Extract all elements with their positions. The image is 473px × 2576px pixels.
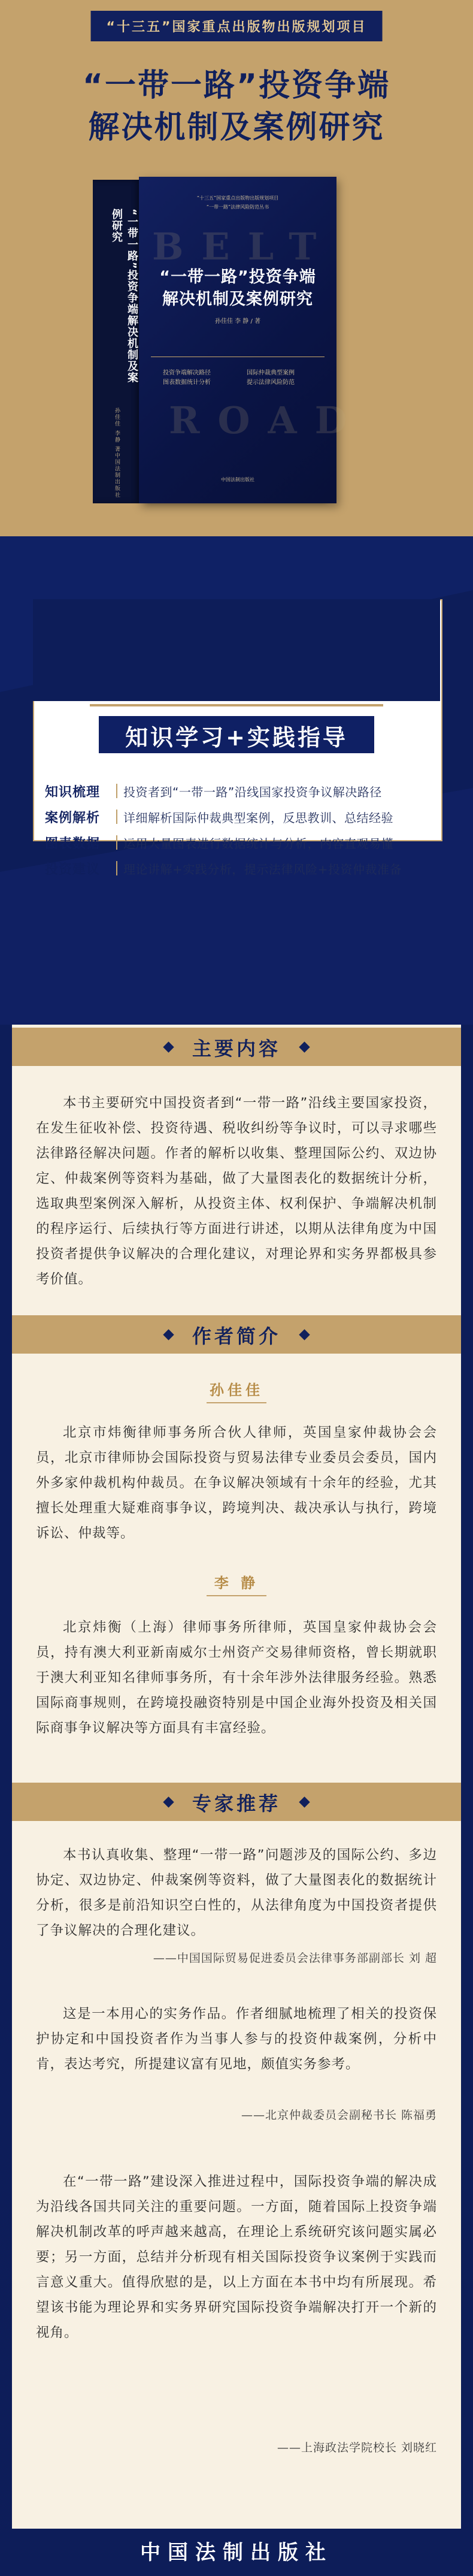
author-name-underline	[207, 1402, 266, 1403]
cover-tag1-line2: 图表数据统计分析	[163, 379, 211, 386]
cover-watermark-road: ROAD	[169, 398, 365, 442]
knowledge-row	[45, 805, 428, 829]
author-bio: 北京市炜衡律师事务所合伙人律师，英国皇家仲裁协会会员，北京市律师协会国际投资与贸易法律专业委员会委员，国内外多家仲裁机构仲裁员。在争议解决领域有十余年的经验，尤其擅长处理重大疑难商事争议，跨境判决、裁决承认与执行，跨境诉讼、仲裁等。	[36, 1425, 437, 1541]
author-name: 李 静	[214, 1575, 259, 1591]
knowledge-heading-line	[90, 704, 383, 706]
knowledge-row-sep	[116, 835, 117, 850]
knowledge-row-text: 运用大量图表进行数据统计与分析，内容直观易懂	[123, 836, 393, 851]
book-spine	[93, 180, 141, 503]
knowledge-row-text: 投资者到“一带一路”沿线国家投资争议解决路径	[123, 784, 382, 799]
cover-series-text: “一带一路”法律风险防范丛书	[206, 204, 269, 210]
author-name: 孙佳佳	[210, 1382, 263, 1399]
recommendation-text: 在“一带一路”建设深入推进过程中，国际投资争端的解决成为沿线各国共同关注的重要问题。一方面，随着国际上投资争端解决机制改革的呼声越来越高，在理论上系统研究该问题实属必要；另一方面，总结并分析现有相关国际投资争议案例于实践而言意义重大。值得欣慰的是，以上方面在本书中均有所展现。希望该书能为理论界和实务界研究国际投资争端解决打开一个新的视角。	[36, 2174, 437, 2341]
spine-publisher: 中国法制出版社	[114, 452, 120, 499]
knowledge-row-sep	[116, 861, 117, 875]
project-tag: “十三五”国家重点出版物出版规划项目	[91, 11, 383, 41]
knowledge-box-top-fill	[33, 599, 440, 701]
recommendation-signature: ——北京仲裁委员会副秘书长 陈福勇	[241, 2109, 437, 2122]
knowledge-row-label: 投资建议	[45, 862, 101, 877]
knowledge-box-top-decor	[33, 599, 440, 701]
section-title-recommend: 专家推荐	[192, 1792, 281, 1815]
section-title-authors: 作者简介	[192, 1325, 281, 1348]
section-title-main-content: 主要内容	[192, 1037, 281, 1060]
knowledge-row	[45, 779, 428, 803]
cover-tag2-line1: 国际仲裁典型案例	[247, 370, 295, 376]
knowledge-row-label: 知识梳理	[45, 784, 101, 800]
knowledge-row	[45, 831, 428, 854]
knowledge-row-label: 案例解析	[45, 810, 101, 826]
book-cover	[139, 177, 365, 503]
page-title-line1: “一带一路”投资争端	[82, 68, 391, 104]
knowledge-row-text: 详细解析国际仲裁典型案例，反思教训、总结经验	[123, 810, 393, 825]
recommendation-text: 本书认真收集、整理“一带一路”问题涉及的国际公约、多边协定、双边协定、仲裁案例等资料，做了大量图表化的数据统计分析，很多是前沿知识空白性的，从法律角度为中国投资者提供了争议解决的合理化建议。	[36, 1847, 437, 1938]
cover-title-line1: “一带一路”投资争端	[159, 268, 316, 286]
cover-tag1-line1: 投资争端解决路径	[163, 370, 211, 376]
knowledge-row	[45, 856, 428, 880]
cover-tag2-line2: 提示法律风险防范	[247, 379, 295, 386]
cover-project-text: “十三五”国家重点出版物出版规划项目	[196, 195, 279, 201]
knowledge-row-sep	[116, 784, 117, 798]
page-title-line2: 解决机制及案例研究	[88, 110, 385, 146]
knowledge-row-sep	[116, 810, 117, 824]
cover-watermark-belt: BELT	[152, 225, 335, 268]
spine-authors: 孙佳佳 李静 著	[114, 407, 120, 453]
author-bio: 北京炜衡（上海）律师事务所律师，英国皇家仲裁协会会员，持有澳大利亚新南威尔士州资产交易律师资格，曾长期就职于澳大利亚知名律师事务所，有十余年涉外法律服务经验。熟悉国际商事规则，在跨境投融资特别是中国企业海外投资及相关国际商事争议解决等方面具有丰富经验。	[36, 1620, 437, 1736]
cover-authors: 孙佳佳 李 静 / 著	[214, 318, 261, 325]
author-name-underline	[207, 1595, 266, 1596]
recommendation-signature: ——中国国际贸易促进委员会法律事务部副部长 刘 超	[153, 1952, 437, 1965]
knowledge-row-text: 理论讲解+实践分析，提示法律风险+投资仲裁准备	[123, 862, 402, 877]
main-content-text: 本书主要研究中国投资者到“一带一路”沿线主要国家投资，在发生征收补偿、投资待遇、税收纠纷等争议时，可以寻求哪些法律路径解决问题。作者的解析以收集、整理国际公约、双边协定、仲裁案例等资料为基础，做了大量图表化的数据统计分析，选取典型案例深入解析，从投资主体、权利保护、争端解决机制的程序运行、后续执行等方面进行讲述，以期从法律角度为中国投资者提供争议解决的合理化建议，对理论界和实务界都极具参考价值。	[36, 1095, 437, 1287]
knowledge-row-label: 图表数据	[45, 836, 101, 851]
cover-publisher: 中国法制出版社	[221, 477, 254, 482]
recommendation-text: 这是一本用心的实务作品。作者细腻地梳理了相关的投资保护协定和中国投资者作为当事人参与的投资仲裁案例，分析中肯，表达考究，所提建议富有见地，颇值实务参考。	[36, 2006, 437, 2072]
recommendation-signature: ——上海政法学院校长 刘晓红	[277, 2441, 437, 2454]
spine-title: “一带一路”投资争端解决机制及案例研究	[110, 209, 138, 383]
cover-title-line2: 解决机制及案例研究	[162, 290, 313, 309]
footer-publisher: 中国法制出版社	[140, 2541, 333, 2565]
knowledge-heading: 知识学习+实践指导	[125, 724, 348, 751]
